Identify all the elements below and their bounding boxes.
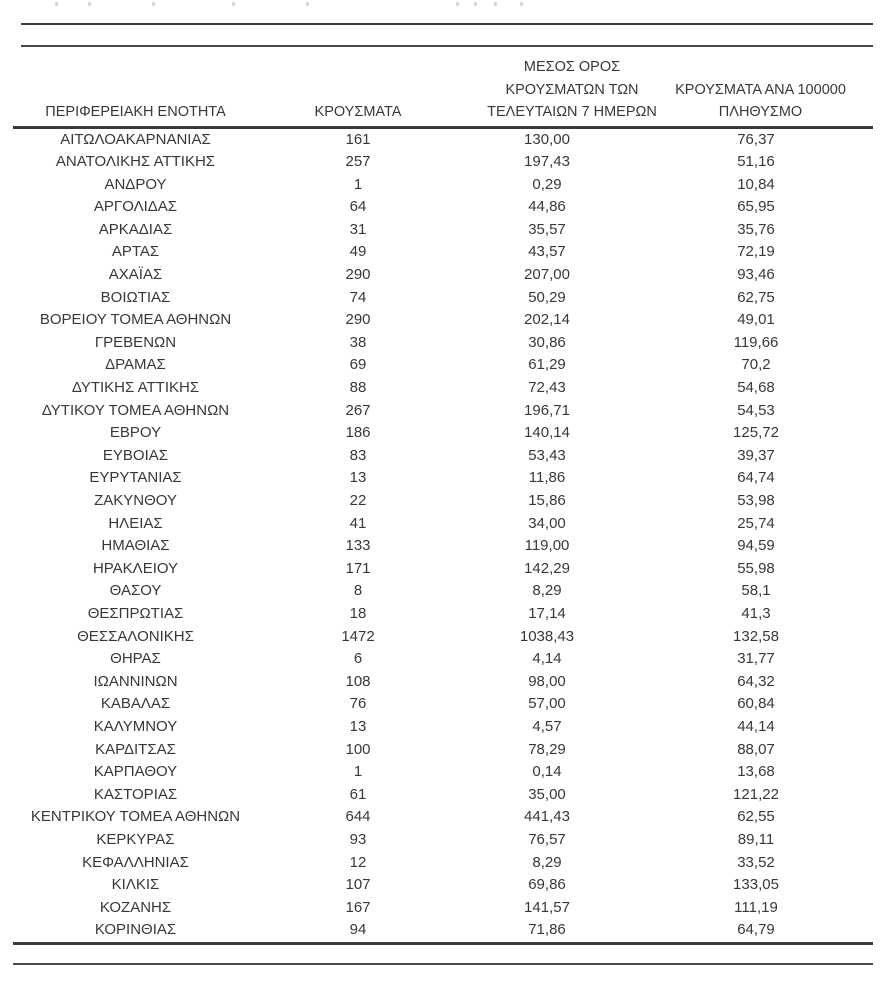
- avg-7day-cell: 71,86: [528, 921, 566, 939]
- table-row: [13, 784, 873, 807]
- table-row: [13, 626, 873, 649]
- region-cell: ΗΡΑΚΛΕΙΟΥ: [92, 559, 179, 577]
- cases-cell: 108: [345, 672, 371, 690]
- per-100k-cell: 54,53: [737, 401, 775, 419]
- cases-cell: 290: [345, 266, 371, 284]
- avg-7day-cell: 11,86: [528, 469, 566, 487]
- region-cell: ΒΟΡΕΙΟΥ ΤΟΜΕΑ ΑΘΗΝΩΝ: [39, 311, 232, 329]
- table-row: [13, 535, 873, 558]
- table-row: [13, 219, 873, 242]
- per-100k-cell: 133,05: [733, 876, 779, 894]
- table-row: [13, 693, 873, 716]
- region-cell: ΑΡΤΑΣ: [111, 243, 160, 261]
- avg-7day-cell: 34,00: [528, 514, 566, 532]
- cases-by-regional-unit-table: [13, 56, 873, 942]
- per-100k-cell: 53,98: [737, 492, 775, 509]
- per-100k-cell: 10,84: [737, 175, 775, 193]
- region-cell: ΚΙΛΚΙΣ: [111, 876, 160, 894]
- header-regional-unit: [13, 56, 258, 127]
- region-cell: ΚΕΝΤΡΙΚΟΥ ΤΟΜΕΑ ΑΘΗΝΩΝ: [30, 808, 241, 826]
- per-100k-cell: 44,14: [737, 717, 775, 735]
- avg-7day-cell: 0,29: [532, 175, 562, 193]
- avg-7day-cell: 17,14: [528, 604, 566, 622]
- avg-7day-cell: 0,14: [532, 763, 562, 781]
- per-100k-cell: 51,16: [737, 153, 775, 171]
- table-row: [13, 716, 873, 739]
- cases-cell: 38: [349, 333, 367, 351]
- table-row: [13, 241, 873, 264]
- region-cell: ΘΕΣΣΑΛΟΝΙΚΗΣ: [77, 627, 194, 645]
- cases-cell: 107: [345, 876, 371, 894]
- region-cell: ΚΑΒΑΛΑΣ: [100, 695, 171, 713]
- avg-7day-cell: 1038,43: [519, 627, 575, 645]
- region-cell: ΚΑΣΤΟΡΙΑΣ: [93, 785, 178, 803]
- table-row: [13, 264, 873, 287]
- avg-7day-cell: 61,29: [528, 356, 566, 374]
- per-100k-cell: 64,74: [737, 469, 775, 487]
- table-row: [13, 196, 873, 219]
- table-row: [13, 332, 873, 355]
- avg-7day-cell: 142,29: [524, 559, 570, 577]
- table-row: [13, 806, 873, 829]
- cases-cell: 88: [349, 379, 367, 397]
- region-cell: ΚΑΡΔΙΤΣΑΣ: [95, 740, 176, 758]
- header-avg-7day-line2: ΚΡΟΥΣΜΑΤΩΝ ΤΩΝ: [505, 81, 639, 98]
- table-row: [13, 174, 873, 197]
- cases-cell: 13: [349, 717, 367, 735]
- per-100k-cell: 60,84: [737, 695, 775, 713]
- region-cell: ΚΕΦΑΛΛΗΝΙΑΣ: [82, 853, 189, 871]
- cases-cell: 49: [349, 243, 367, 261]
- table-row: [13, 377, 873, 400]
- region-cell: ΚΟΖΑΝΗΣ: [99, 898, 172, 916]
- per-100k-cell: 125,72: [733, 424, 779, 442]
- avg-7day-cell: 69,86: [528, 876, 566, 894]
- table-row: [13, 580, 873, 603]
- table-body: [13, 127, 873, 942]
- per-100k-cell: 93,46: [737, 266, 775, 284]
- header-cases: [258, 56, 458, 127]
- header-avg-7day-line3: ΤΕΛΕΥΤΑΙΩΝ 7 ΗΜΕΡΩΝ: [487, 104, 657, 120]
- cases-cell: 161: [345, 130, 371, 148]
- region-cell: ΔΥΤΙΚΟΥ ΤΟΜΕΑ ΑΘΗΝΩΝ: [41, 401, 230, 419]
- avg-7day-cell: 119,00: [524, 537, 570, 555]
- avg-7day-cell: 8,29: [532, 853, 562, 871]
- table-row: [13, 739, 873, 762]
- avg-7day-cell: 140,14: [524, 424, 570, 442]
- region-cell: ΘΕΣΠΡΩΤΙΑΣ: [87, 604, 184, 622]
- cases-cell: 76: [349, 695, 367, 713]
- table-row: [13, 671, 873, 694]
- table-row: [13, 151, 873, 174]
- cases-cell: 69: [349, 356, 367, 374]
- cases-cell: 41: [349, 514, 367, 532]
- cases-cell: 186: [345, 424, 371, 442]
- avg-7day-cell: 4,57: [532, 717, 562, 735]
- per-100k-cell: 132,58: [733, 627, 779, 645]
- region-cell: ΑΙΤΩΛΟΑΚΑΡΝΑΝΙΑΣ: [60, 130, 211, 148]
- cases-cell: 74: [349, 288, 367, 306]
- region-cell: ΘΑΣΟΥ: [109, 582, 162, 600]
- region-cell: ΖΑΚΥΝΘΟΥ: [94, 492, 177, 509]
- avg-7day-cell: 207,00: [524, 266, 570, 284]
- per-100k-cell: 111,19: [734, 898, 778, 916]
- avg-7day-cell: 202,14: [524, 311, 570, 329]
- avg-7day-cell: 98,00: [528, 672, 566, 690]
- horizontal-rule-bottom-2: [13, 963, 873, 965]
- table-row: [13, 558, 873, 581]
- header-regional-unit-label: ΠΕΡΙΦΕΡΕΙΑΚΗ ΕΝΟΤΗΤΑ: [45, 104, 226, 120]
- cases-cell: 12: [349, 853, 367, 871]
- cases-cell: 257: [345, 153, 371, 171]
- header-per-100k-line2: ΠΛΗΘΥΣΜΟ: [718, 104, 803, 120]
- per-100k-cell: 41,3: [741, 604, 771, 622]
- region-cell: ΔΥΤΙΚΗΣ ΑΤΤΙΚΗΣ: [71, 379, 200, 397]
- cases-cell: 1: [353, 175, 363, 193]
- region-cell: ΔΡΑΜΑΣ: [105, 356, 166, 374]
- cases-cell: 22: [349, 492, 367, 509]
- region-cell: ΗΜΑΘΙΑΣ: [101, 537, 170, 555]
- region-cell: ΑΡΓΟΛΙΔΑΣ: [93, 198, 178, 216]
- cases-cell: 93: [349, 830, 367, 848]
- cases-cell: 1472: [341, 627, 375, 645]
- cases-cell: 267: [345, 401, 371, 419]
- per-100k-cell: 72,19: [737, 243, 775, 261]
- per-100k-cell: 121,22: [733, 785, 779, 803]
- per-100k-cell: 58,1: [741, 582, 771, 600]
- table-row: [13, 309, 873, 332]
- table-row: [13, 897, 873, 920]
- cases-cell: 83: [349, 446, 367, 464]
- cases-cell: 290: [345, 311, 371, 329]
- region-cell: ΒΟΙΩΤΙΑΣ: [100, 288, 171, 306]
- cases-cell: 6: [353, 650, 363, 668]
- per-100k-cell: 62,75: [737, 288, 775, 306]
- cases-cell: 100: [345, 740, 371, 758]
- avg-7day-cell: 57,00: [528, 695, 566, 713]
- per-100k-cell: 65,95: [737, 198, 775, 216]
- cases-cell: 8: [353, 582, 363, 600]
- cases-cell: 1: [353, 763, 363, 781]
- table-row: [13, 127, 873, 151]
- cases-cell: 167: [345, 898, 371, 916]
- header-per-100k: [648, 56, 873, 127]
- header-cases-label: ΚΡΟΥΣΜΑΤΑ: [314, 104, 402, 120]
- table-row: [13, 467, 873, 490]
- per-100k-cell: 64,79: [737, 921, 775, 939]
- per-100k-cell: 54,68: [737, 379, 775, 397]
- region-cell: ΙΩΑΝΝΙΝΩΝ: [93, 672, 178, 690]
- region-cell: ΚΟΡΙΝΘΙΑΣ: [94, 921, 177, 939]
- table-row: [13, 919, 873, 942]
- region-cell: ΕΥΡΥΤΑΝΙΑΣ: [89, 469, 182, 487]
- table-row: [13, 445, 873, 468]
- avg-7day-cell: 43,57: [528, 243, 566, 261]
- table-row: [13, 490, 873, 513]
- per-100k-cell: 62,55: [737, 808, 775, 826]
- region-cell: ΚΑΡΠΑΘΟΥ: [93, 763, 178, 781]
- header-per-100k-line1: ΚΡΟΥΣΜΑΤΑ ΑΝΑ 100000: [675, 81, 846, 98]
- table-row: [13, 354, 873, 377]
- region-cell: ΑΝΔΡΟΥ: [104, 175, 167, 193]
- avg-7day-cell: 4,14: [532, 650, 562, 668]
- region-cell: ΑΡΚΑΔΙΑΣ: [98, 220, 173, 238]
- per-100k-cell: 55,98: [737, 559, 775, 577]
- avg-7day-cell: 196,71: [524, 401, 570, 419]
- avg-7day-cell: 130,00: [524, 130, 570, 148]
- per-100k-cell: 25,74: [737, 514, 775, 532]
- cases-cell: 133: [345, 537, 371, 555]
- avg-7day-cell: 76,57: [528, 830, 566, 848]
- avg-7day-cell: 78,29: [528, 740, 566, 758]
- per-100k-cell: 89,11: [737, 830, 775, 848]
- per-100k-cell: 33,52: [737, 853, 775, 871]
- per-100k-cell: 88,07: [737, 740, 775, 758]
- per-100k-cell: 64,32: [737, 672, 775, 690]
- region-cell: ΗΛΕΙΑΣ: [108, 514, 163, 532]
- region-cell: ΑΝΑΤΟΛΙΚΗΣ ΑΤΤΙΚΗΣ: [55, 153, 216, 171]
- per-100k-cell: 39,37: [737, 446, 775, 464]
- table-row: [13, 648, 873, 671]
- avg-7day-cell: 15,86: [528, 492, 566, 509]
- cases-cell: 644: [345, 808, 371, 826]
- table-row: [13, 513, 873, 536]
- per-100k-cell: 119,66: [733, 333, 779, 351]
- per-100k-cell: 49,01: [737, 311, 775, 329]
- avg-7day-cell: 441,43: [524, 808, 570, 826]
- region-cell: ΕΥΒΟΙΑΣ: [102, 446, 169, 464]
- table-row: [13, 422, 873, 445]
- cases-cell: 61: [349, 785, 367, 803]
- cases-cell: 64: [349, 198, 367, 216]
- region-cell: ΚΑΛΥΜΝΟΥ: [93, 717, 178, 735]
- horizontal-rule-bottom-1: [13, 942, 873, 945]
- table-row: [13, 287, 873, 310]
- region-cell: ΕΒΡΟΥ: [109, 424, 162, 442]
- region-cell: ΓΡΕΒΕΝΩΝ: [94, 333, 177, 351]
- per-100k-cell: 31,77: [737, 650, 775, 668]
- avg-7day-cell: 50,29: [528, 288, 566, 306]
- table-header-row: [13, 56, 873, 127]
- avg-7day-cell: 8,29: [532, 582, 562, 600]
- header-avg-7day: [458, 56, 657, 127]
- horizontal-rule-top-2: [21, 45, 873, 47]
- cases-cell: 94: [349, 921, 367, 939]
- horizontal-rule-top-1: [21, 23, 873, 25]
- per-100k-cell: 94,59: [737, 537, 775, 555]
- header-avg-7day-line1: ΜΕΣΟΣ ΟΡΟΣ: [523, 59, 621, 75]
- region-cell: ΘΗΡΑΣ: [110, 650, 161, 668]
- per-100k-cell: 76,37: [737, 130, 775, 148]
- avg-7day-cell: 53,43: [528, 446, 566, 464]
- per-100k-cell: 13,68: [737, 763, 775, 781]
- cases-cell: 13: [349, 469, 367, 487]
- table-header: [13, 56, 873, 127]
- avg-7day-cell: 141,57: [524, 898, 570, 916]
- table-row: [13, 852, 873, 875]
- region-cell: ΑΧΑΪΑΣ: [108, 266, 163, 284]
- table-row: [13, 761, 873, 784]
- avg-7day-cell: 72,43: [528, 379, 566, 397]
- avg-7day-cell: 44,86: [528, 198, 566, 216]
- avg-7day-cell: 30,86: [528, 333, 566, 351]
- per-100k-cell: 70,2: [741, 356, 771, 374]
- table-row: [13, 874, 873, 897]
- table-row: [13, 829, 873, 852]
- per-100k-cell: 35,76: [737, 220, 775, 238]
- table-row: [13, 603, 873, 626]
- cases-cell: 18: [349, 604, 367, 622]
- avg-7day-cell: 35,57: [528, 220, 566, 238]
- table-row: [13, 400, 873, 423]
- region-cell: ΚΕΡΚΥΡΑΣ: [96, 830, 175, 848]
- avg-7day-cell: 35,00: [528, 785, 566, 803]
- cases-cell: 31: [349, 220, 367, 238]
- avg-7day-cell: 197,43: [524, 153, 570, 171]
- cases-cell: 171: [345, 559, 371, 577]
